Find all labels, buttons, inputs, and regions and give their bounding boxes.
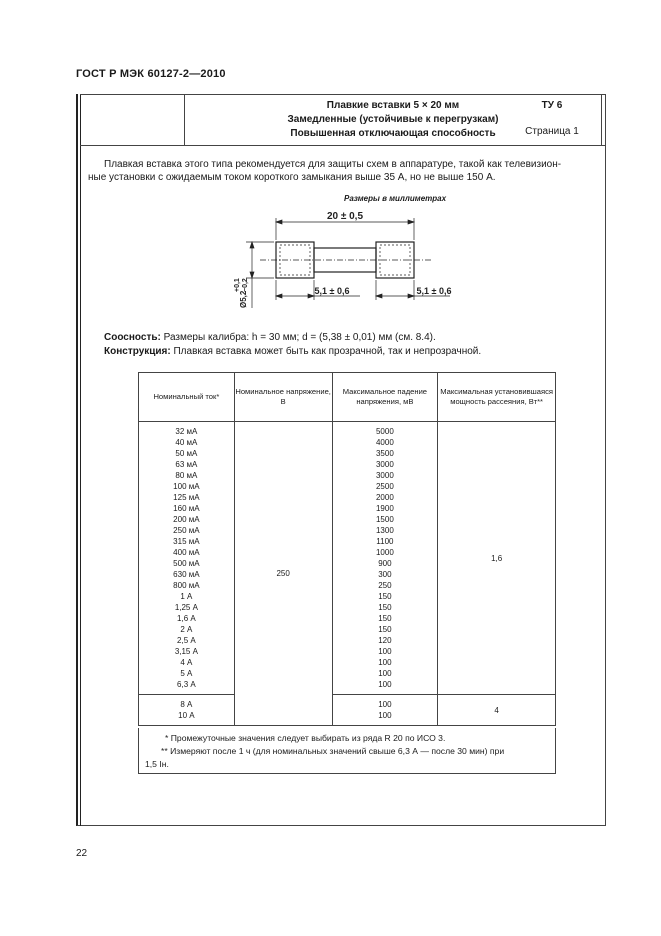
title-line-2: Замедленные (устойчивые к перегрузкам): [287, 114, 499, 125]
voltage-drop-value: 100: [378, 647, 392, 656]
coaxiality-text: Размеры калибра: h = 30 мм; d = (5,38 ± 0,01) мм (см. 8.4).: [160, 332, 436, 343]
diameter-label: Ø5,2: [239, 290, 248, 308]
voltage-drop-value: 100: [378, 711, 392, 720]
current-value: 40 мА: [175, 438, 198, 447]
header-rated-voltage: Номинальное напряжение, В: [234, 373, 332, 422]
intro-line-1: Плавкая вставка этого типа рекомендуется для защиты схем в аппаратуре, такой как телевизион-: [104, 159, 562, 170]
current-value: 10 А: [178, 711, 195, 720]
voltage-drop-value: 1500: [375, 515, 394, 524]
voltage-drop-value: 1300: [375, 526, 394, 535]
current-value: 160 мА: [173, 504, 200, 513]
construction-label: Конструкция:: [104, 346, 171, 357]
diameter-tol-lower: −0,2: [242, 278, 249, 292]
group1-drops: [332, 422, 438, 695]
ratings-table: [138, 372, 556, 726]
sheet-code: ТУ 6: [541, 100, 563, 111]
current-value: 3,15 А: [174, 647, 198, 656]
voltage-drop-value: 150: [378, 592, 392, 601]
current-value: 63 мА: [175, 460, 198, 469]
group2-drops: [332, 695, 438, 726]
voltage-drop-value: 150: [378, 614, 392, 623]
current-value: 250 мА: [173, 526, 200, 535]
standard-designation: ГОСТ Р МЭК 60127-2—2010: [76, 68, 226, 80]
coaxiality-paragraph: [104, 332, 436, 343]
voltage-drop-value: 300: [378, 570, 392, 579]
current-value: 400 мА: [173, 548, 200, 557]
table-notes: [138, 728, 556, 774]
voltage-drop-value: 3500: [375, 449, 394, 458]
voltage-drop-value: 250: [378, 581, 392, 590]
header-max-voltage-drop: Максимальное падение напряжения, мВ: [332, 373, 438, 422]
current-value: 4 А: [180, 658, 193, 667]
fuse-drawing: [220, 200, 460, 310]
group2-currents: [139, 695, 235, 726]
current-value: 1,6 А: [177, 614, 196, 623]
current-value: 1 А: [180, 592, 193, 601]
voltage-drop-value: 100: [378, 680, 392, 689]
voltage-drop-value: 3000: [375, 471, 394, 480]
header-max-power: Максимальная установившаяся мощность рассеяния, Вт**: [438, 373, 556, 422]
construction-text: Плавкая вставка может быть как прозрачной, так и непрозрачной.: [170, 346, 482, 357]
voltage-drop-value: 2000: [375, 493, 394, 502]
sheet-page: Страница 1: [525, 126, 579, 137]
current-value: 500 мА: [173, 559, 200, 568]
current-value: 800 мА: [173, 581, 200, 590]
note-2a: ** Измеряют после 1 ч (для номинальных значений свыше 6,3 А — после 30 мин) при: [161, 746, 505, 756]
group2-power: 4: [438, 695, 556, 726]
voltage-drop-value: 4000: [375, 438, 394, 447]
title-line-3: Повышенная отключающая способность: [290, 128, 496, 139]
sheet-code-cell: [499, 95, 605, 145]
current-value: 315 мА: [173, 537, 200, 546]
voltage-drop-value: 2500: [375, 482, 394, 491]
note-2b: 1,5 Iн.: [145, 759, 169, 769]
header-rated-current: Номинальный ток*: [139, 373, 235, 422]
dimensions-caption: Размеры в миллиметрах: [344, 194, 447, 203]
diameter-tol-upper: +0,1: [234, 278, 241, 292]
coaxiality-label: Соосность:: [104, 332, 161, 343]
voltage-drop-value: 5000: [375, 427, 394, 436]
table-row-group-2: [139, 695, 556, 726]
voltage-drop-value: 150: [378, 625, 392, 634]
current-value: 1,25 А: [174, 603, 198, 612]
intro-line-2: ные установки с ожидаемым током короткого замыкания выше 35 А, но не выше 150 А.: [88, 172, 496, 183]
page-number: 22: [76, 848, 88, 859]
current-value: 125 мА: [173, 493, 200, 502]
rated-voltage-value: 250: [234, 422, 332, 726]
current-value: 8 А: [180, 700, 193, 709]
table-header-row: [139, 373, 556, 422]
voltage-drop-value: 100: [378, 700, 392, 709]
current-value: 200 мА: [173, 515, 200, 524]
current-value: 2 А: [180, 625, 193, 634]
voltage-drop-value: 900: [378, 559, 392, 568]
current-value: 100 мА: [173, 482, 200, 491]
construction-paragraph: [104, 346, 481, 357]
table-row-group-1: [139, 422, 556, 695]
voltage-drop-value: 120: [378, 636, 392, 645]
voltage-drop-value: 1900: [375, 504, 394, 513]
voltage-drop-value: 1100: [376, 537, 394, 546]
current-value: 630 мА: [173, 570, 200, 579]
page-frame-inner-line: [80, 94, 81, 826]
group1-currents: [139, 422, 235, 695]
length-label: 20 ± 0,5: [326, 211, 364, 222]
current-value: 80 мА: [175, 471, 198, 480]
current-value: 2,5 А: [177, 636, 196, 645]
title-line-1: Плавкие вставки 5 × 20 мм: [326, 100, 460, 111]
note-1: * Промежуточные значения следует выбирать из ряда R 20 по ИСО 3.: [165, 733, 446, 743]
sheet-header: [80, 94, 606, 146]
cap-left-label: 5,1 ± 0,6: [314, 286, 350, 296]
current-value: 6,3 А: [177, 680, 196, 689]
current-value: 5 А: [180, 669, 193, 678]
voltage-drop-value: 100: [378, 669, 392, 678]
cap-right-label: 5,1 ± 0,6: [416, 286, 452, 296]
voltage-drop-value: 150: [378, 603, 392, 612]
voltage-drop-value: 1000: [375, 548, 394, 557]
voltage-drop-value: 3000: [375, 460, 394, 469]
current-value: 50 мА: [175, 449, 198, 458]
group1-power: 1,6: [438, 422, 556, 695]
current-value: 32 мА: [175, 427, 198, 436]
voltage-drop-value: 100: [378, 658, 392, 667]
